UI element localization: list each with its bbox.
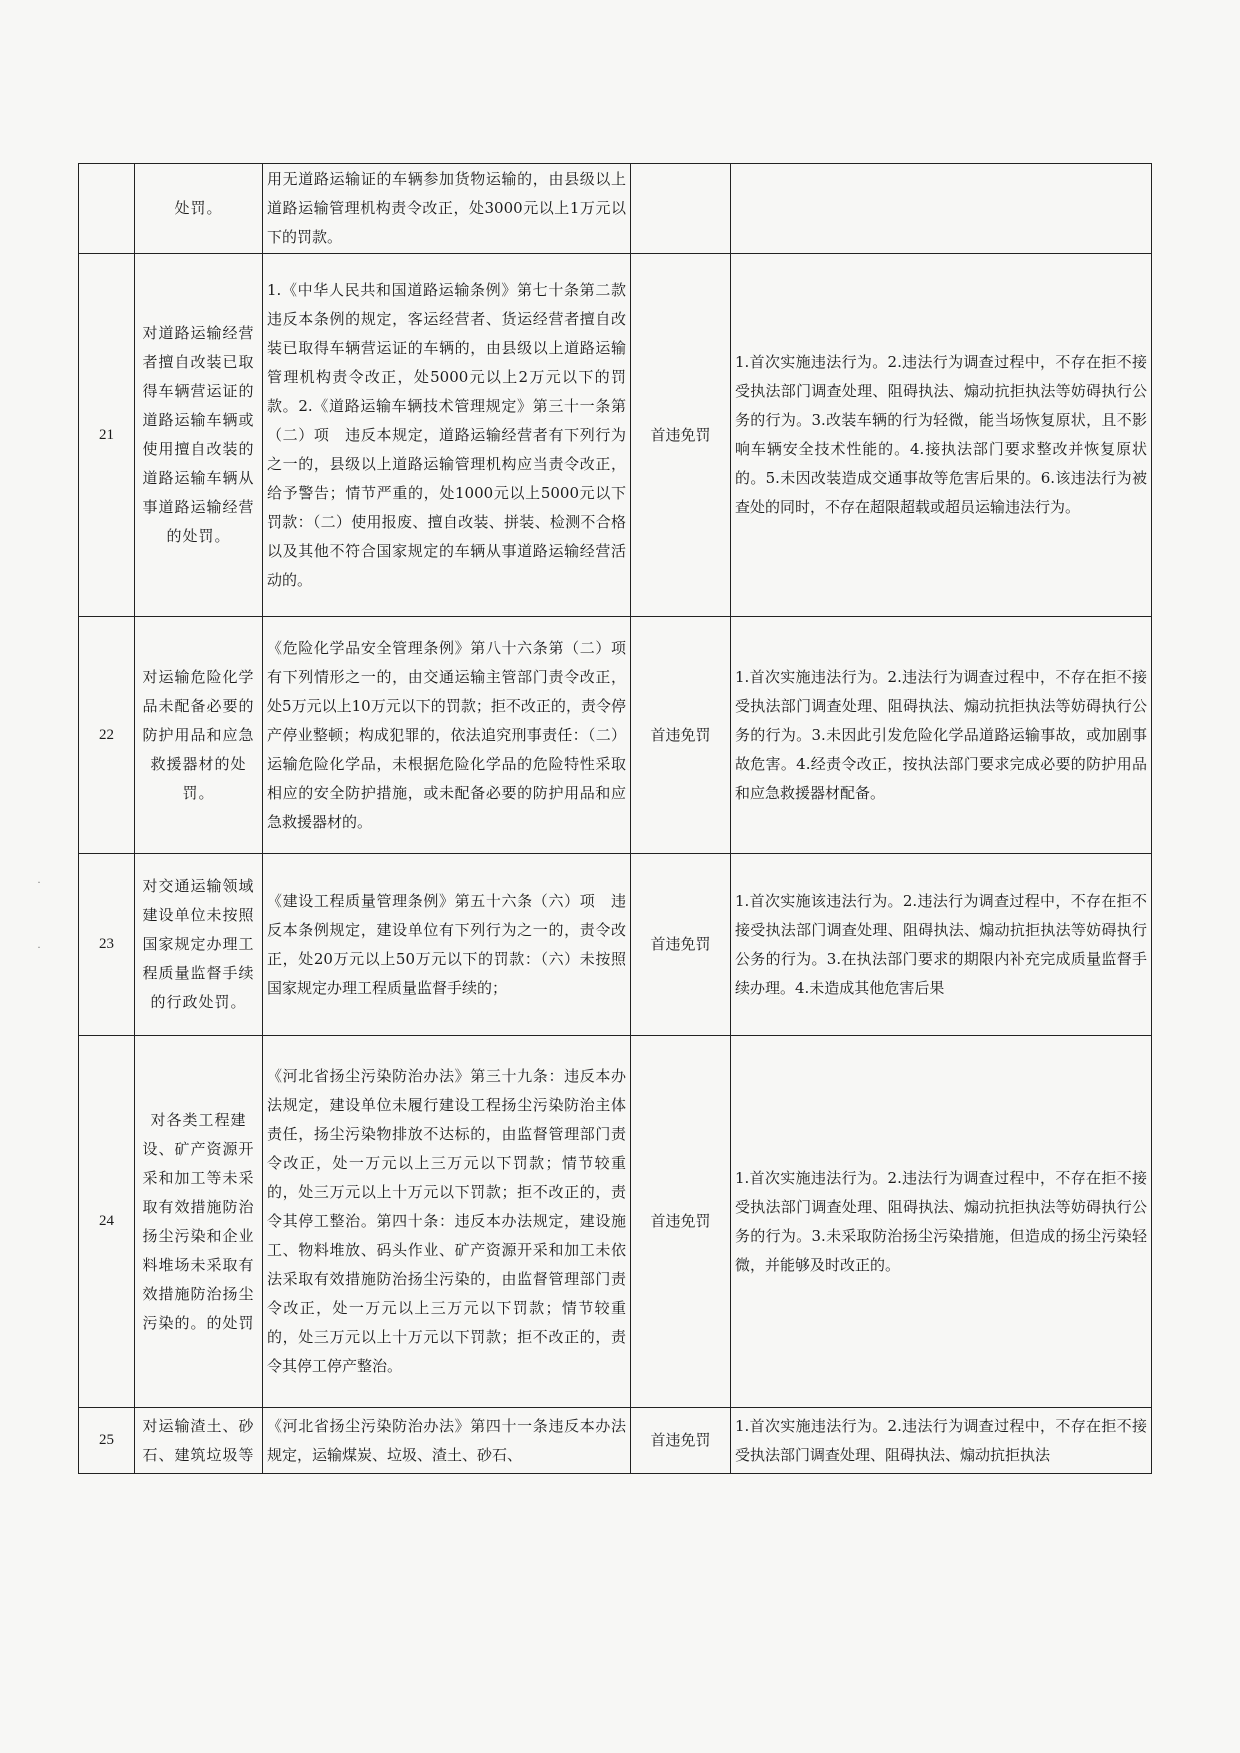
- exemption-conditions: [731, 164, 1152, 254]
- exemption-conditions: 1.首次实施该违法行为。2.违法行为调查过程中，不存在拒不接受执法部门调查处理、阻碍执法、煽动抗拒执法等妨碍执行公务的行为。3.在执法部门要求的期限内补充完成质量监督手续办理。4.未造成其他危害后果: [731, 854, 1152, 1036]
- legal-basis: 用无道路运输证的车辆参加货物运输的，由县级以上道路运输管理机构责令改正，处3000元以上1万元以下的罚款。: [263, 164, 631, 254]
- penalty-exemption-table: [78, 163, 1152, 1474]
- table-row: [79, 254, 1152, 617]
- violation-item: 对交通运输领域建设单位未按照国家规定办理工程质量监督手续的行政处罚。: [135, 854, 263, 1036]
- row-number: [79, 164, 135, 254]
- row-number: 21: [79, 254, 135, 617]
- exemption-type: 首违免罚: [631, 617, 731, 854]
- exemption-type: [631, 164, 731, 254]
- exemption-type: 首违免罚: [631, 1036, 731, 1408]
- violation-item: 对道路运输经营者擅自改装已取得车辆营运证的道路运输车辆或使用擅自改装的道路运输车辆从事道路运输经营的处罚。: [135, 254, 263, 617]
- exemption-conditions: 1.首次实施违法行为。2.违法行为调查过程中，不存在拒不接受执法部门调查处理、阻碍执法、煽动抗拒执法等妨碍执行公务的行为。3.未因此引发危险化学品道路运输事故，或加剧事故危害。4.经责令改正，按执法部门要求完成必要的防护用品和应急救援器材配备。: [731, 617, 1152, 854]
- scan-margin-mark: ˙: [36, 945, 42, 959]
- exemption-type: 首违免罚: [631, 1408, 731, 1474]
- exemption-conditions: 1.首次实施违法行为。2.违法行为调查过程中，不存在拒不接受执法部门调查处理、阻碍执法、煽动抗拒执法: [731, 1408, 1152, 1474]
- row-number: 23: [79, 854, 135, 1036]
- table-row: [79, 854, 1152, 1036]
- violation-item: 对各类工程建设、矿产资源开采和加工等未采取有效措施防治扬尘污染和企业料堆场未采取有效措施防治扬尘污染的。的处罚: [135, 1036, 263, 1408]
- exemption-conditions: 1.首次实施违法行为。2.违法行为调查过程中，不存在拒不接受执法部门调查处理、阻碍执法、煽动抗拒执法等妨碍执行公务的行为。3.改装车辆的行为轻微，能当场恢复原状，且不影响车辆安全技术性能的。4.接执法部门要求整改并恢复原状的。5.未因改装造成交通事故等危害后果的。6.该违法行为被查处的同时，不存在超限超载或超员运输违法行为。: [731, 254, 1152, 617]
- table-row: [79, 1036, 1152, 1408]
- legal-basis: 《危险化学品安全管理条例》第八十六条第（二）项 有下列情形之一的，由交通运输主管部门责令改正，处5万元以上10万元以下的罚款；拒不改正的，责令停产停业整顿；构成犯罪的，依法追究刑事责任：（二）运输危险化学品，未根据危险化学品的危险特性采取相应的安全防护措施，或未配备必要的防护用品和应急救援器材的。: [263, 617, 631, 854]
- violation-item: 处罚。: [135, 164, 263, 254]
- scan-margin-mark: ˙: [36, 880, 42, 894]
- table-row: [79, 617, 1152, 854]
- table-row: [79, 164, 1152, 254]
- exemption-conditions: 1.首次实施违法行为。2.违法行为调查过程中，不存在拒不接受执法部门调查处理、阻碍执法、煽动抗拒执法等妨碍执行公务的行为。3.未采取防治扬尘污染措施，但造成的扬尘污染轻微，并能够及时改正的。: [731, 1036, 1152, 1408]
- violation-item: 对运输危险化学品未配备必要的防护用品和应急救援器材的处罚。: [135, 617, 263, 854]
- row-number: 25: [79, 1408, 135, 1474]
- row-number: 22: [79, 617, 135, 854]
- exemption-type: 首违免罚: [631, 854, 731, 1036]
- exemption-type: 首违免罚: [631, 254, 731, 617]
- table-row: [79, 1408, 1152, 1474]
- legal-basis: 《河北省扬尘污染防治办法》第三十九条：违反本办法规定，建设单位未履行建设工程扬尘污染防治主体责任，扬尘污染物排放不达标的，由监督管理部门责令改正，处一万元以上三万元以下罚款；情节较重的，处三万元以上十万元以下罚款；拒不改正的，责令其停工整治。第四十条：违反本办法规定，建设施工、物料堆放、码头作业、矿产资源开采和加工未依法采取有效措施防治扬尘污染的，由监督管理部门责令改正，处一万元以上三万元以下罚款；情节较重的，处三万元以上十万元以下罚款；拒不改正的，责令其停工停产整治。: [263, 1036, 631, 1408]
- row-number: 24: [79, 1036, 135, 1408]
- violation-item: 对运输渣土、砂石、建筑垃圾等: [135, 1408, 263, 1474]
- legal-basis: 《河北省扬尘污染防治办法》第四十一条违反本办法规定，运输煤炭、垃圾、渣土、砂石、: [263, 1408, 631, 1474]
- legal-basis: 《建设工程质量管理条例》第五十六条（六）项 违反本条例规定，建设单位有下列行为之一的，责令改正，处20万元以上50万元以下的罚款：（六）未按照国家规定办理工程质量监督手续的；: [263, 854, 631, 1036]
- legal-basis: 1.《中华人民共和国道路运输条例》第七十条第二款 违反本条例的规定，客运经营者、货运经营者擅自改装已取得车辆营运证的车辆的，由县级以上道路运输管理机构责令改正，处5000元以上2万元以下的罚款。2.《道路运输车辆技术管理规定》第三十一条第（二）项 违反本规定，道路运输经营者有下列行为之一的，县级以上道路运输管理机构应当责令改正，给予警告；情节严重的，处1000元以上5000元以下罚款：（二）使用报废、擅自改装、拼装、检测不合格以及其他不符合国家规定的车辆从事道路运输经营活动的。: [263, 254, 631, 617]
